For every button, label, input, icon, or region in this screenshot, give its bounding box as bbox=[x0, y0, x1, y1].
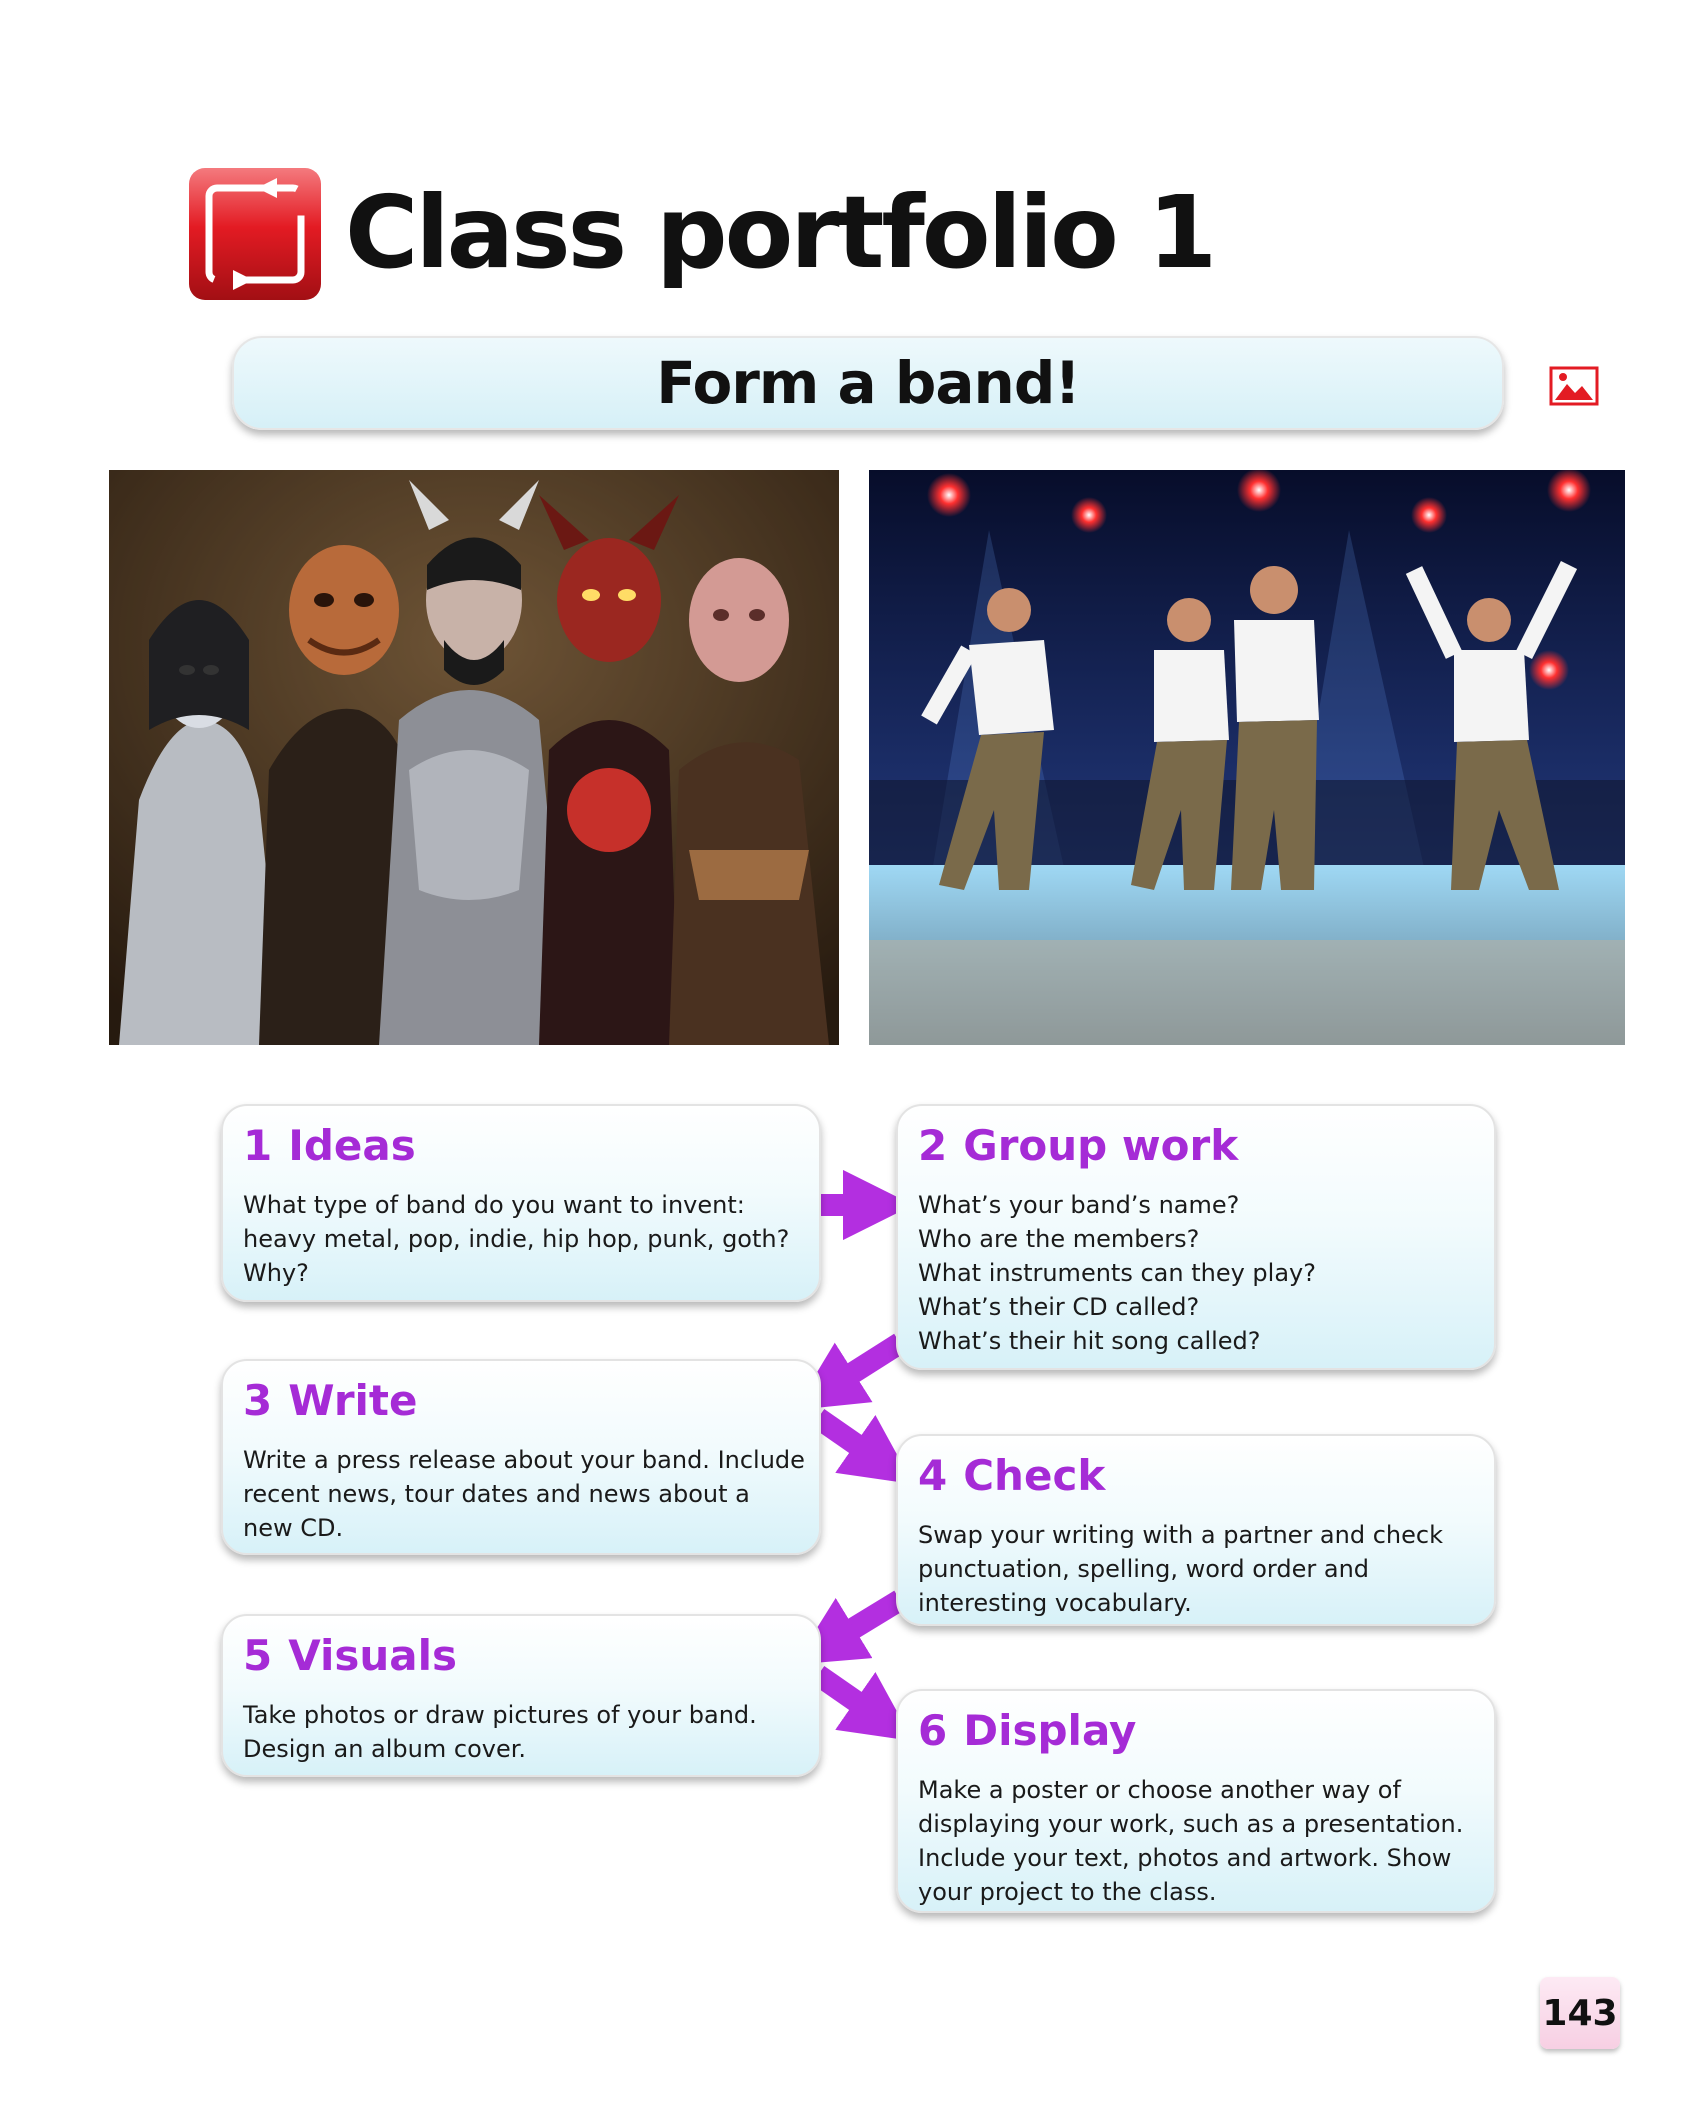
section-banner bbox=[232, 336, 1504, 430]
step-text bbox=[918, 1520, 1474, 1619]
step-card-visuals bbox=[221, 1614, 821, 1777]
portfolio-cycle-icon bbox=[187, 166, 323, 302]
step-heading bbox=[243, 1120, 799, 1172]
step-text bbox=[243, 1700, 799, 1765]
step-text-line: What’s your band’s name? bbox=[918, 1191, 1240, 1219]
step-text bbox=[918, 1775, 1474, 1908]
step-text-line: punctuation, spelling, word order and bbox=[918, 1555, 1370, 1583]
step-text-line: What’s their hit song called? bbox=[918, 1327, 1261, 1355]
step-text-line: Make a poster or choose another way of bbox=[918, 1776, 1401, 1804]
step-text-line: displaying your work, such as a presentation. bbox=[918, 1810, 1464, 1838]
step-text-line: What instruments can they play? bbox=[918, 1259, 1316, 1287]
step-title: Ideas bbox=[288, 1121, 416, 1170]
step-text-line: Write a press release about your band. Include bbox=[243, 1446, 805, 1474]
step-number: 6 bbox=[918, 1706, 948, 1755]
step-text-line: heavy metal, pop, indie, hip hop, punk, goth? bbox=[243, 1225, 790, 1253]
step-heading bbox=[918, 1120, 1474, 1172]
step-text-line: Include your text, photos and artwork. Show bbox=[918, 1844, 1452, 1872]
step-title: Write bbox=[288, 1376, 418, 1425]
step-text bbox=[918, 1190, 1474, 1357]
picture-icon[interactable] bbox=[1549, 366, 1599, 406]
step-text-line: What’s their CD called? bbox=[918, 1293, 1200, 1321]
step-heading bbox=[243, 1375, 799, 1427]
step-number: 2 bbox=[918, 1121, 948, 1170]
step-title: Group work bbox=[963, 1121, 1239, 1170]
step-number: 1 bbox=[243, 1121, 273, 1170]
step-text-line: Take photos or draw pictures of your band. bbox=[243, 1701, 757, 1729]
step-text-line: Who are the members? bbox=[918, 1225, 1200, 1253]
costumed-heavy-metal-band-photo bbox=[109, 470, 839, 1045]
step-text-line: Why? bbox=[243, 1259, 309, 1287]
arrow-3-to-4 bbox=[818, 1418, 890, 1468]
step-text-line: new CD. bbox=[243, 1514, 344, 1542]
step-card-ideas bbox=[221, 1104, 821, 1302]
step-number: 5 bbox=[243, 1631, 273, 1680]
step-text-line: Swap your writing with a partner and check bbox=[918, 1521, 1443, 1549]
step-heading bbox=[918, 1450, 1474, 1502]
page-title: Class portfolio 1 bbox=[345, 174, 1215, 291]
step-text-line: recent news, tour dates and news about a bbox=[243, 1480, 750, 1508]
step-card-write bbox=[221, 1359, 821, 1555]
step-heading bbox=[243, 1630, 799, 1682]
step-title: Check bbox=[963, 1451, 1106, 1500]
step-text-line: your project to the class. bbox=[918, 1878, 1217, 1906]
banner-title: Form a band! bbox=[656, 349, 1080, 417]
step-text bbox=[243, 1190, 799, 1289]
step-text-line: interesting vocabulary. bbox=[918, 1589, 1192, 1617]
page-number: 143 bbox=[1540, 1977, 1620, 2049]
step-text bbox=[243, 1445, 805, 1544]
step-title: Visuals bbox=[288, 1631, 458, 1680]
pop-band-jumping-on-stage-photo bbox=[869, 470, 1625, 1045]
step-title: Display bbox=[963, 1706, 1137, 1755]
step-number: 4 bbox=[918, 1451, 948, 1500]
step-heading bbox=[918, 1705, 1474, 1757]
step-text-line: What type of band do you want to invent: bbox=[243, 1191, 745, 1219]
step-card-group-work bbox=[896, 1104, 1496, 1370]
arrow-2-to-3 bbox=[818, 1343, 900, 1395]
arrow-4-to-5 bbox=[818, 1600, 900, 1650]
arrow-5-to-6 bbox=[818, 1675, 890, 1725]
step-number: 3 bbox=[243, 1376, 273, 1425]
step-text-line: Design an album cover. bbox=[243, 1735, 527, 1763]
step-card-display bbox=[896, 1689, 1496, 1913]
step-card-check bbox=[896, 1434, 1496, 1626]
